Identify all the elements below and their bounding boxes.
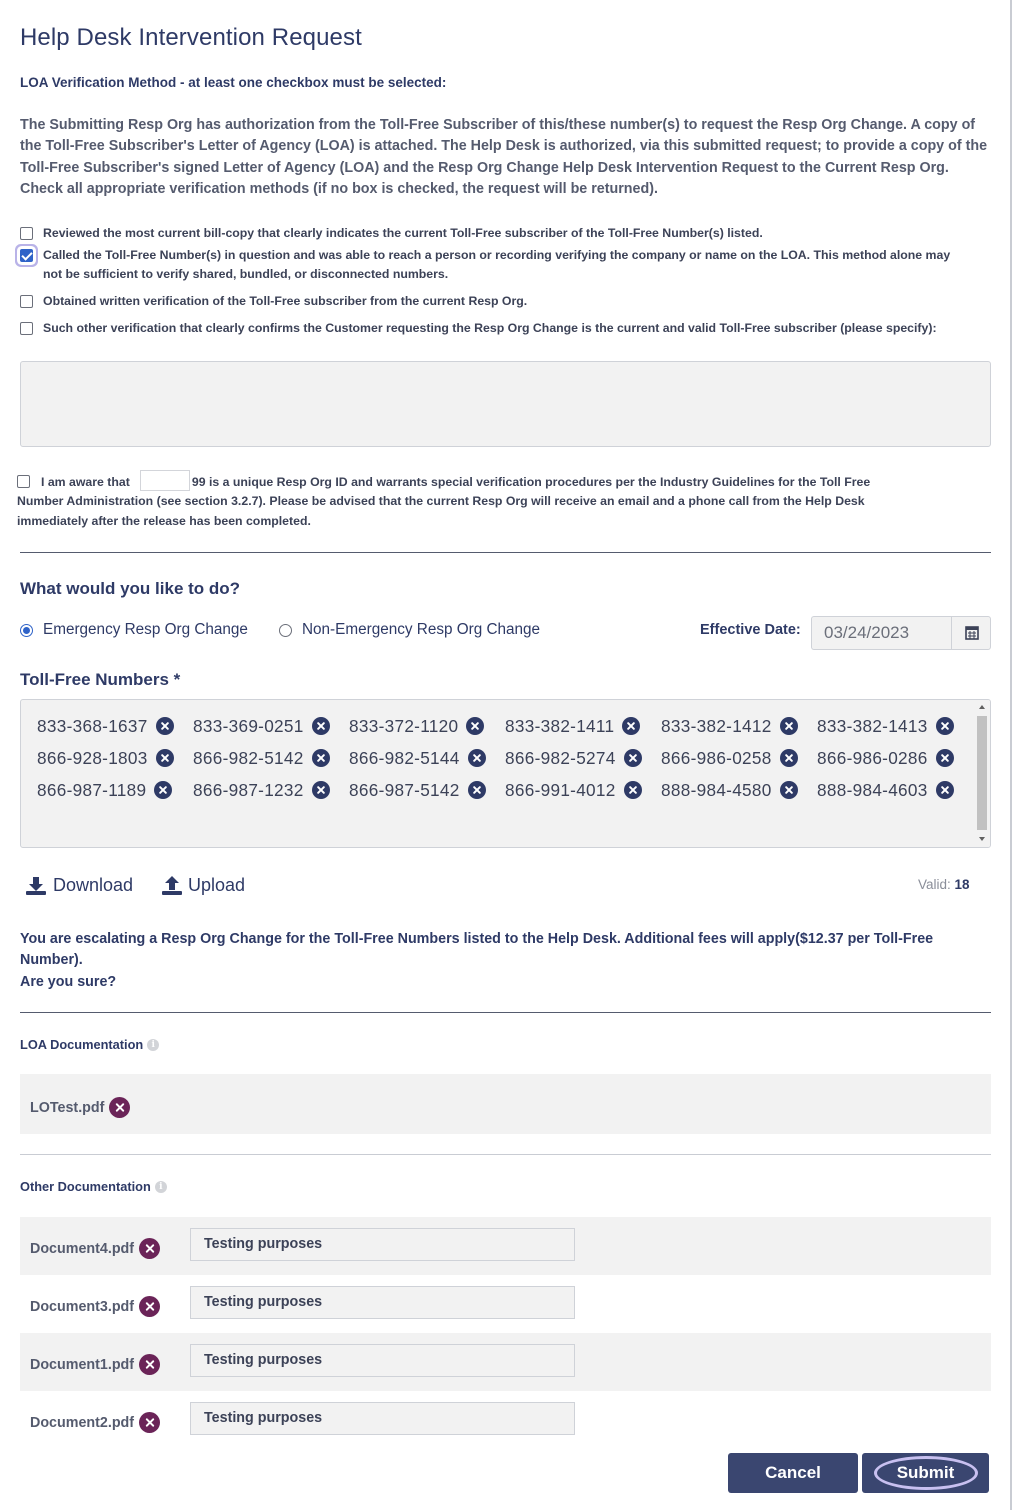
info-icon[interactable]: i	[155, 1181, 167, 1193]
tfn-chip	[37, 774, 193, 806]
page-title: Help Desk Intervention Request	[20, 24, 362, 51]
upload-icon	[162, 876, 182, 896]
tfn-chip	[505, 742, 661, 774]
tfn-number: 833-382-1412	[661, 715, 772, 736]
tfn-number: 866-982-5142	[193, 747, 304, 768]
remove-number-icon[interactable]	[936, 717, 954, 735]
remove-number-icon[interactable]	[468, 781, 486, 799]
calendar-button[interactable]	[951, 616, 991, 650]
other-file-name: Document3.pdf	[30, 1298, 135, 1315]
effective-date-label: Effective Date:	[700, 622, 801, 638]
file-description-input[interactable]: Testing purposes	[190, 1286, 575, 1319]
other-file	[30, 1354, 160, 1375]
remove-number-icon[interactable]	[622, 717, 640, 735]
remove-number-icon[interactable]	[466, 717, 484, 735]
remove-number-icon[interactable]	[624, 749, 642, 767]
other-documentation-heading	[20, 1179, 167, 1194]
non-emergency-label: Non-Emergency Resp Org Change	[302, 621, 541, 638]
upload-button[interactable]	[162, 875, 245, 896]
tfn-number: 833-382-1411	[505, 715, 615, 736]
other-file-row	[20, 1391, 991, 1449]
scroll-thumb[interactable]	[977, 716, 987, 830]
remove-number-icon[interactable]	[780, 717, 798, 735]
tfn-number: 888-984-4603	[817, 779, 928, 800]
remove-number-icon[interactable]	[154, 781, 172, 799]
remove-number-icon[interactable]	[468, 749, 486, 767]
remove-number-icon[interactable]	[936, 781, 954, 799]
remove-number-icon[interactable]	[312, 781, 330, 799]
aware-checkbox[interactable]	[17, 475, 30, 488]
tfn-chip	[817, 710, 973, 742]
written-verification-label: Obtained written verification of the Toll-Free subscriber from the current Resp Org.	[43, 294, 528, 308]
tfn-label: Toll-Free Numbers *	[20, 670, 181, 689]
action-question: What would you like to do?	[20, 579, 241, 598]
tfn-chip	[193, 774, 349, 806]
info-icon[interactable]: i	[147, 1039, 159, 1051]
loa-option-written[interactable]	[20, 292, 980, 311]
remove-number-icon[interactable]	[936, 749, 954, 767]
cancel-button[interactable]: Cancel	[728, 1453, 858, 1493]
valid-label: Valid:	[918, 877, 951, 892]
other-file	[30, 1296, 160, 1317]
file-description-input[interactable]: Testing purposes	[190, 1228, 575, 1261]
other-verification-label: Such other verification that clearly confirms the Customer requesting the Resp Org Change is the current and valid Toll-Free subscriber (please specify):	[43, 321, 937, 335]
written-verification-checkbox[interactable]	[20, 295, 33, 308]
tfn-scrollbar[interactable]	[974, 700, 990, 847]
loa-intro-text: The Submitting Resp Org has authorization from the Toll-Free Subscriber of this/these number(s) to request the Resp Org Change. A copy of the Toll-Free Subscriber's Letter of Agency (LOA) is attached. The Help Desk is authorized, via this submitted request; to provide a copy of the Toll-Free Subscriber's signed Letter of Agency (LOA) and the Resp Org Change Help Desk Intervention Request to the Current Resp Org. Check all appropriate verification methods (if no box is checked, the request will be returned).	[20, 117, 988, 197]
tfn-chip	[505, 774, 661, 806]
aware-prefix: I am aware that	[41, 475, 130, 489]
tfn-number: 866-986-0286	[817, 747, 928, 768]
escalation-message	[20, 929, 980, 993]
remove-file-icon[interactable]	[139, 1412, 160, 1433]
file-description-input[interactable]: Testing purposes	[190, 1402, 575, 1435]
divider	[20, 1154, 991, 1155]
loa-documentation-heading	[20, 1037, 159, 1052]
loa-file-row	[20, 1074, 991, 1134]
other-file	[30, 1238, 160, 1259]
effective-date-input[interactable]: 03/24/2023	[811, 616, 952, 650]
tfn-grid	[37, 710, 977, 806]
loa-method-heading: LOA Verification Method - at least one checkbox must be selected:	[20, 75, 447, 90]
other-verification-textarea[interactable]	[20, 361, 991, 447]
bill-copy-checkbox[interactable]	[20, 227, 33, 240]
other-file-row	[20, 1333, 991, 1391]
tfn-chip	[661, 774, 817, 806]
emergency-radio[interactable]	[20, 624, 33, 637]
remove-number-icon[interactable]	[312, 717, 330, 735]
remove-number-icon[interactable]	[624, 781, 642, 799]
tfn-number: 888-984-4580	[661, 779, 772, 800]
aware-statement	[17, 470, 907, 531]
loa-file	[30, 1097, 130, 1118]
tfn-chip	[349, 710, 505, 742]
other-file-name: Document4.pdf	[30, 1240, 135, 1257]
tfn-list-box[interactable]	[20, 699, 991, 848]
tfn-number: 866-982-5274	[505, 747, 616, 768]
submit-label: Submit	[896, 1463, 955, 1482]
tfn-number: 833-369-0251	[193, 715, 304, 736]
calendar-icon	[952, 617, 992, 649]
other-file-name: Document2.pdf	[30, 1414, 135, 1431]
tfn-chip	[193, 742, 349, 774]
tfn-number: 866-987-1189	[37, 779, 147, 800]
focus-ring	[874, 1456, 978, 1490]
non-emergency-radio[interactable]	[279, 624, 292, 637]
remove-number-icon[interactable]	[156, 717, 174, 735]
valid-count	[918, 877, 970, 892]
remove-number-icon[interactable]	[780, 749, 798, 767]
other-verification-checkbox[interactable]	[20, 322, 33, 335]
tfn-number: 866-986-0258	[661, 747, 772, 768]
loa-option-bill-copy[interactable]	[20, 224, 980, 243]
loa-documentation-title: LOA Documentation	[20, 1037, 144, 1052]
remove-number-icon[interactable]	[312, 749, 330, 767]
download-label: Download	[53, 875, 134, 895]
tfn-number: 866-991-4012	[505, 779, 616, 800]
emergency-label: Emergency Resp Org Change	[43, 621, 248, 638]
other-file-row	[20, 1217, 991, 1275]
download-button[interactable]	[25, 875, 133, 896]
remove-number-icon[interactable]	[780, 781, 798, 799]
divider	[20, 552, 991, 553]
loa-option-other[interactable]	[20, 319, 980, 338]
tfn-number: 866-982-5144	[349, 747, 460, 768]
other-file-row	[20, 1275, 991, 1333]
valid-number: 18	[954, 877, 970, 892]
non-emergency-option[interactable]	[279, 621, 540, 639]
escalation-confirm: Are you sure?	[20, 973, 117, 990]
loa-option-called[interactable]	[20, 246, 965, 284]
tfn-number: 866-928-1803	[37, 747, 148, 768]
tfn-chip	[661, 742, 817, 774]
remove-file-icon[interactable]	[139, 1296, 160, 1317]
aware-suffix: 99 is a unique Resp Org ID and warrants special verification procedures per the Industry Guidelines for the Toll Free Number Administration (see section 3.2.7). Please be advised that the current Resp Org will receive an email and a phone call from the Help Desk immediately after the release has been completed.	[17, 475, 871, 528]
bill-copy-label: Reviewed the most current bill-copy that clearly indicates the current Toll-Free subscriber of the Toll-Free Number(s) listed.	[43, 226, 763, 240]
remove-file-icon[interactable]	[139, 1238, 160, 1259]
upload-label: Upload	[188, 875, 246, 895]
resp-org-id-input[interactable]	[140, 470, 190, 491]
other-documentation-title: Other Documentation	[20, 1179, 151, 1194]
tfn-number: 833-372-1120	[349, 715, 459, 736]
tfn-chip	[349, 742, 505, 774]
called-label: Called the Toll-Free Number(s) in question and was able to reach a person or recording verifying the company or name on the LOA. This method alone may not be sufficient to verify shared, bundled, or disconnected numbers.	[43, 248, 951, 281]
download-icon	[25, 876, 47, 896]
remove-number-icon[interactable]	[156, 749, 174, 767]
loa-file-name: LOTest.pdf	[30, 1099, 105, 1116]
tfn-number: 866-987-1232	[193, 779, 304, 800]
tfn-number: 833-368-1637	[37, 715, 148, 736]
other-file	[30, 1412, 160, 1433]
tfn-chip	[37, 742, 193, 774]
scroll-down-icon[interactable]	[979, 837, 985, 841]
tfn-chip	[37, 710, 193, 742]
emergency-option[interactable]	[20, 621, 248, 639]
tfn-chip	[193, 710, 349, 742]
scroll-up-icon[interactable]	[979, 705, 985, 709]
escalation-text: You are escalating a Resp Org Change for the Toll-Free Numbers listed to the Help Desk. Additional fees will apply($12.37 per Toll-Free Number).	[20, 931, 934, 969]
divider	[20, 1012, 991, 1013]
tfn-chip	[349, 774, 505, 806]
tfn-chip	[661, 710, 817, 742]
tfn-chip	[817, 742, 973, 774]
remove-file-icon[interactable]	[139, 1354, 160, 1375]
tfn-chip	[817, 774, 973, 806]
tfn-number: 833-382-1413	[817, 715, 928, 736]
tfn-number: 866-987-5142	[349, 779, 460, 800]
submit-button[interactable]	[862, 1453, 989, 1493]
file-description-input[interactable]: Testing purposes	[190, 1344, 575, 1377]
other-file-name: Document1.pdf	[30, 1356, 135, 1373]
tfn-chip	[505, 710, 661, 742]
remove-file-icon[interactable]	[109, 1097, 130, 1118]
called-checkbox[interactable]	[20, 249, 33, 262]
